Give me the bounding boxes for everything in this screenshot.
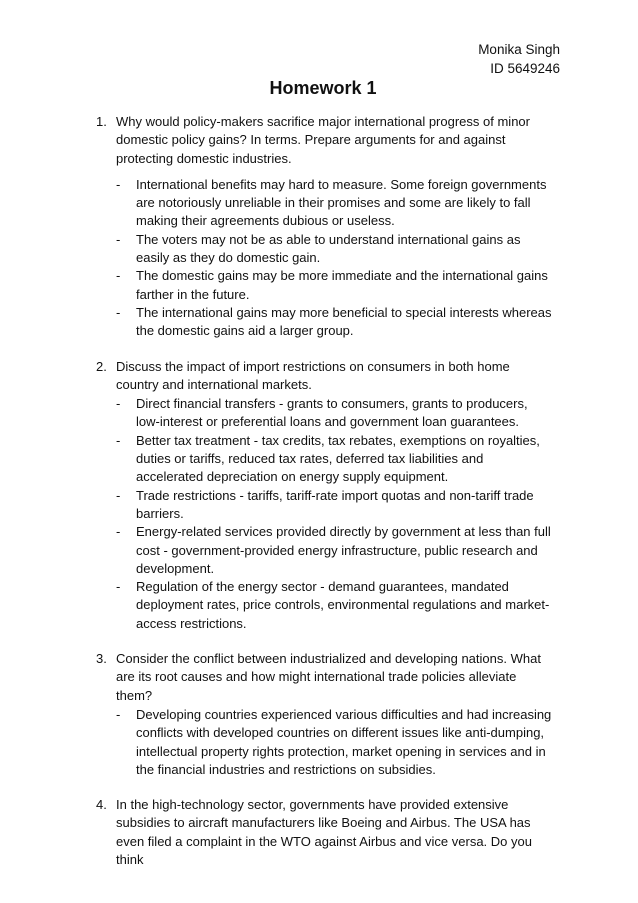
question-text: Consider the conflict between industrialized and developing nations. What are its root causes and how might international trade policies alleviate them? [116, 651, 541, 703]
dash-bullet: - [116, 304, 121, 320]
page-title: Homework 1 [269, 78, 377, 98]
question-text: Why would policy-makers sacrifice major international progress of minor domestic policy gains? In terms. Prepare arguments for and against protecting domestic industries. [116, 114, 530, 166]
answer-item: - Developing countries experienced various difficulties and had increasing conflicts with developed countries on different issues like anti-dumping, intellectual property rights protection, market opening in services and in the financial industries and restrictions on subsidies. [116, 706, 552, 777]
dash-bullet: - [116, 432, 121, 448]
answer-item: - Energy-related services provided directly by government at less than full cost - government-provided energy infrastructure, public research and development. [116, 524, 551, 576]
answer-item: - The international gains may more beneficial to special interests whereas the domestic gains aid a larger group. [116, 304, 552, 339]
question-text: In the high-technology sector, governments have provided extensive subsidies to aircraft manufacturers like Boeing and Airbus. The USA has even filed a complaint in the WTO against Airbus and vice versa. Do you think [116, 797, 532, 867]
answer-item: - The domestic gains may be more immediate and the international gains farther in the future. [116, 268, 548, 302]
answer-item: - Regulation of the energy sector - demand guarantees, mandated deployment rates, price controls, environmental regulations and market-access restrictions. [116, 579, 550, 631]
question-number: 2. [96, 358, 107, 374]
answer-item: - International benefits may hard to measure. Some foreign governments are notoriously unreliable in their promises and some are likely to fall making their agreements dubious or useless. [116, 176, 547, 229]
dash-bullet: - [116, 231, 121, 247]
question-1 [96, 113, 552, 168]
dash-bullet: - [116, 268, 121, 284]
question-4 [96, 796, 552, 869]
dash-bullet: - [116, 579, 121, 595]
answer-item: - Better tax treatment - tax credits, tax rebates, exemptions on royalties, duties or tariffs, reduced tax rates, deferred tax liabilities and accelerated depreciation on energy supply equipment. [116, 432, 540, 485]
question-number: 1. [96, 114, 107, 129]
answer-item: - Trade restrictions - tariffs, tariff-rate import quotas and non-tariff trade barriers. [116, 487, 534, 521]
answer-list-3 [116, 706, 552, 779]
dash-bullet: - [116, 487, 121, 503]
question-number: 4. [96, 797, 107, 813]
answer-list-1 [116, 176, 552, 341]
document-body [96, 113, 552, 869]
author-name: Monika Singh [478, 42, 560, 57]
question-text: Discuss the impact of import restrictions on consumers in both home country and international markets. [116, 358, 510, 392]
author-id: ID 5649246 [490, 61, 560, 76]
dash-bullet: - [116, 396, 121, 412]
answer-item: - Direct financial transfers - grants to consumers, grants to producers, low-interest or preferential loans and government loan guarantees. [116, 396, 528, 430]
question-2 [96, 358, 552, 395]
answer-list-2 [116, 395, 552, 633]
answer-item: - The voters may not be as able to understand international gains as easily as they do domestic gain. [116, 231, 521, 266]
dash-bullet: - [116, 176, 121, 192]
dash-bullet: - [116, 524, 121, 540]
author-block [478, 40, 560, 78]
question-number: 3. [96, 651, 107, 667]
question-3 [96, 650, 552, 705]
dash-bullet: - [116, 706, 121, 722]
